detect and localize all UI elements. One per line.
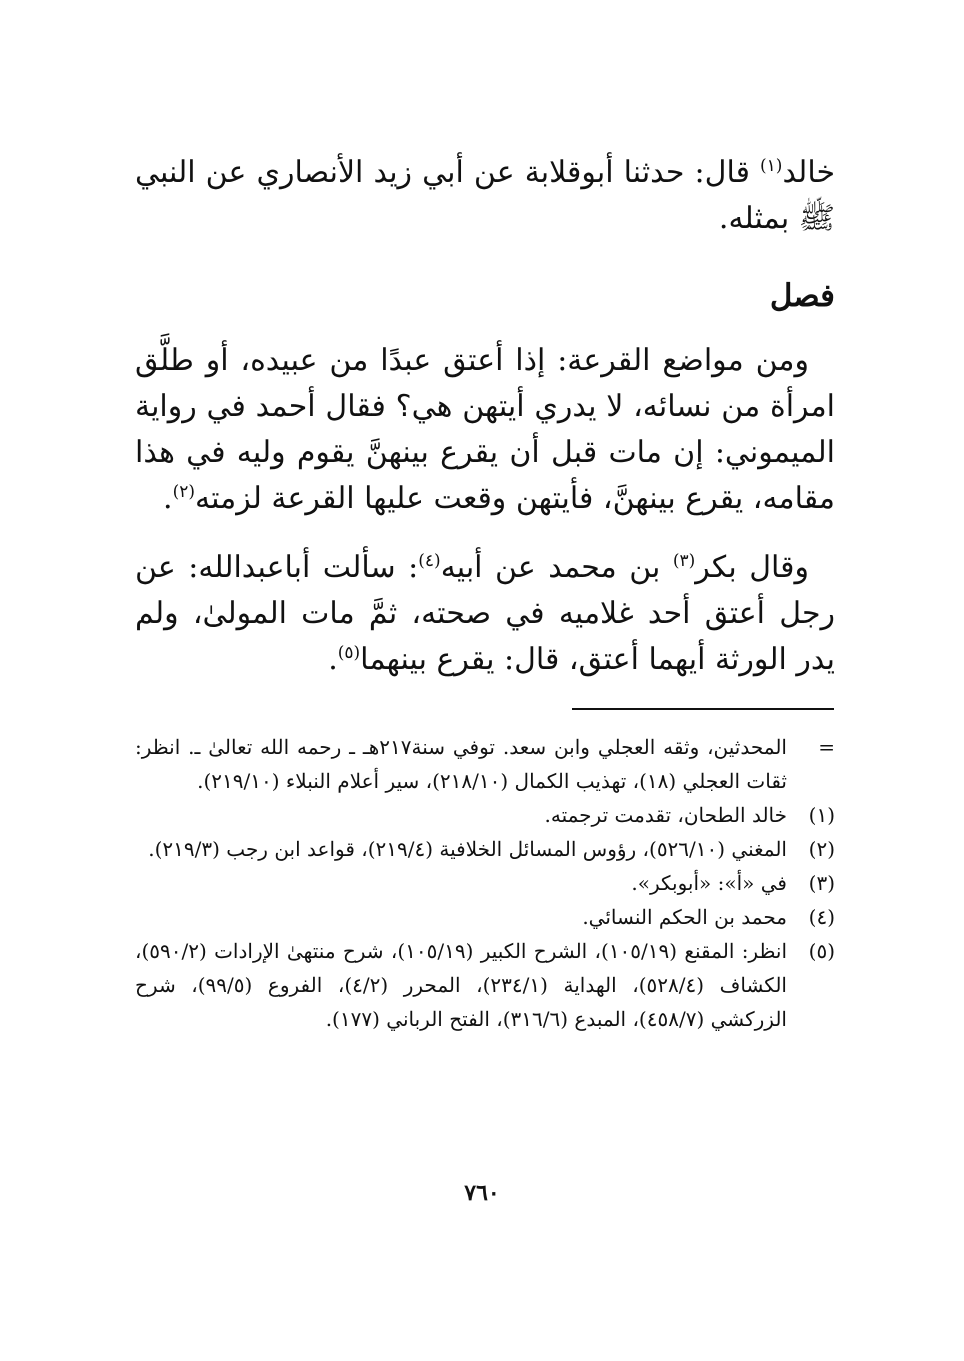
footnote-1 — [135, 798, 835, 832]
footnotes — [135, 730, 835, 1036]
section-heading — [135, 278, 835, 314]
footnote-2 — [135, 832, 835, 866]
footnote-number: = — [818, 735, 835, 759]
footnote-text: خالد الطحان، تقدمت ترجمته. — [544, 803, 787, 827]
text-run: بن محمد عن أبيه — [440, 550, 673, 585]
text-run: وقال بكر — [695, 550, 809, 585]
paragraph-opening — [135, 150, 835, 242]
footnote-4 — [135, 900, 835, 934]
footnote-ref-5[interactable]: (٥) — [337, 643, 361, 663]
footnote-number: (٣) — [808, 871, 835, 895]
footnote-number: (١) — [808, 803, 835, 827]
paragraph-text — [135, 150, 835, 242]
footnote-number: (٤) — [808, 905, 835, 929]
text-run: . — [328, 642, 338, 677]
page-number: ٧٦٠ — [464, 1180, 500, 1206]
text-run: خالد — [782, 155, 836, 190]
footnote-text: في «أ»: «أبوبكر». — [631, 871, 787, 895]
footnote-ref-1[interactable]: (١) — [760, 156, 783, 176]
footnote-ref-4[interactable]: (٤) — [418, 551, 441, 571]
section-heading-text: فصل — [769, 278, 835, 314]
paragraph-text — [135, 338, 835, 522]
footnote-5 — [135, 934, 835, 1036]
paragraph-bakr — [135, 545, 835, 683]
footnote-continuation — [135, 730, 835, 798]
footnote-number: (٥) — [808, 939, 835, 963]
footnote-ref-3[interactable]: (٣) — [672, 551, 696, 571]
text-run: . — [163, 481, 173, 516]
text-run: ومن مواضع القرعة: إذا أعتق عبدًا من عبيده، أو طلَّق امرأة من نسائه، لا يدري أيتهن هي؟ فقال أحمد في رواية الميموني: إن مات قبل أن يقرع بينهنَّ يقوم وليه في هذا مقامه، يقرع بينهنَّ، فأيتهن وقعت عليها القرعة لزمته — [135, 343, 835, 516]
footnote-text: انظر: المقنع (١٠٥/١٩)، الشرح الكبير (١٠٥/١٩)، شرح منتهىٰ الإرادات (٥٩٠/٢)، الكشاف (٥٢٨/٤)، الهداية (٢٣٤/١)، المحرر (٤/٢)، الفروع (٩٩/٥)، شرح الزركشي (٤٥٨/٧)، المبدع (٣١٦/٦)، الفتح الرباني (١٧٧). — [135, 939, 787, 1031]
footnote-text: المغني (٥٢٦/١٠)، رؤوس المسائل الخلافية (٢١٩/٤)، قواعد ابن رجب (٢١٩/٣). — [148, 837, 787, 861]
paragraph-qura — [135, 338, 835, 522]
footnote-text: المحدثين، وثقه العجلي وابن سعد. توفي سنة٢١٧هـ ـ رحمه الله تعالىٰ ـ. انظر: ثقات العجلي (١٨)، تهذيب الكمال (٢١٨/١٠)، سير أعلام النبلاء (٢١٩/١٠). — [135, 735, 787, 793]
footnote-text: محمد بن الحكم النسائي. — [582, 905, 787, 929]
footnote-3 — [135, 866, 835, 900]
footnote-separator — [572, 708, 834, 710]
footnote-number: (٢) — [808, 837, 835, 861]
footnote-ref-2[interactable]: (٢) — [172, 482, 195, 502]
text-run: قال: حدثنا أبوقلابة عن أبي زيد الأنصاري عن النبي ﷺ بمثله. — [135, 155, 835, 236]
paragraph-text — [135, 545, 835, 683]
text-run: : سألت أباعبدالله: عن رجل أعتق أحد غلاميه في صحته، ثمَّ مات المولىٰ، ولم يدر الورثة أيهما أعتق، قال: يقرع بينهما — [135, 550, 835, 677]
